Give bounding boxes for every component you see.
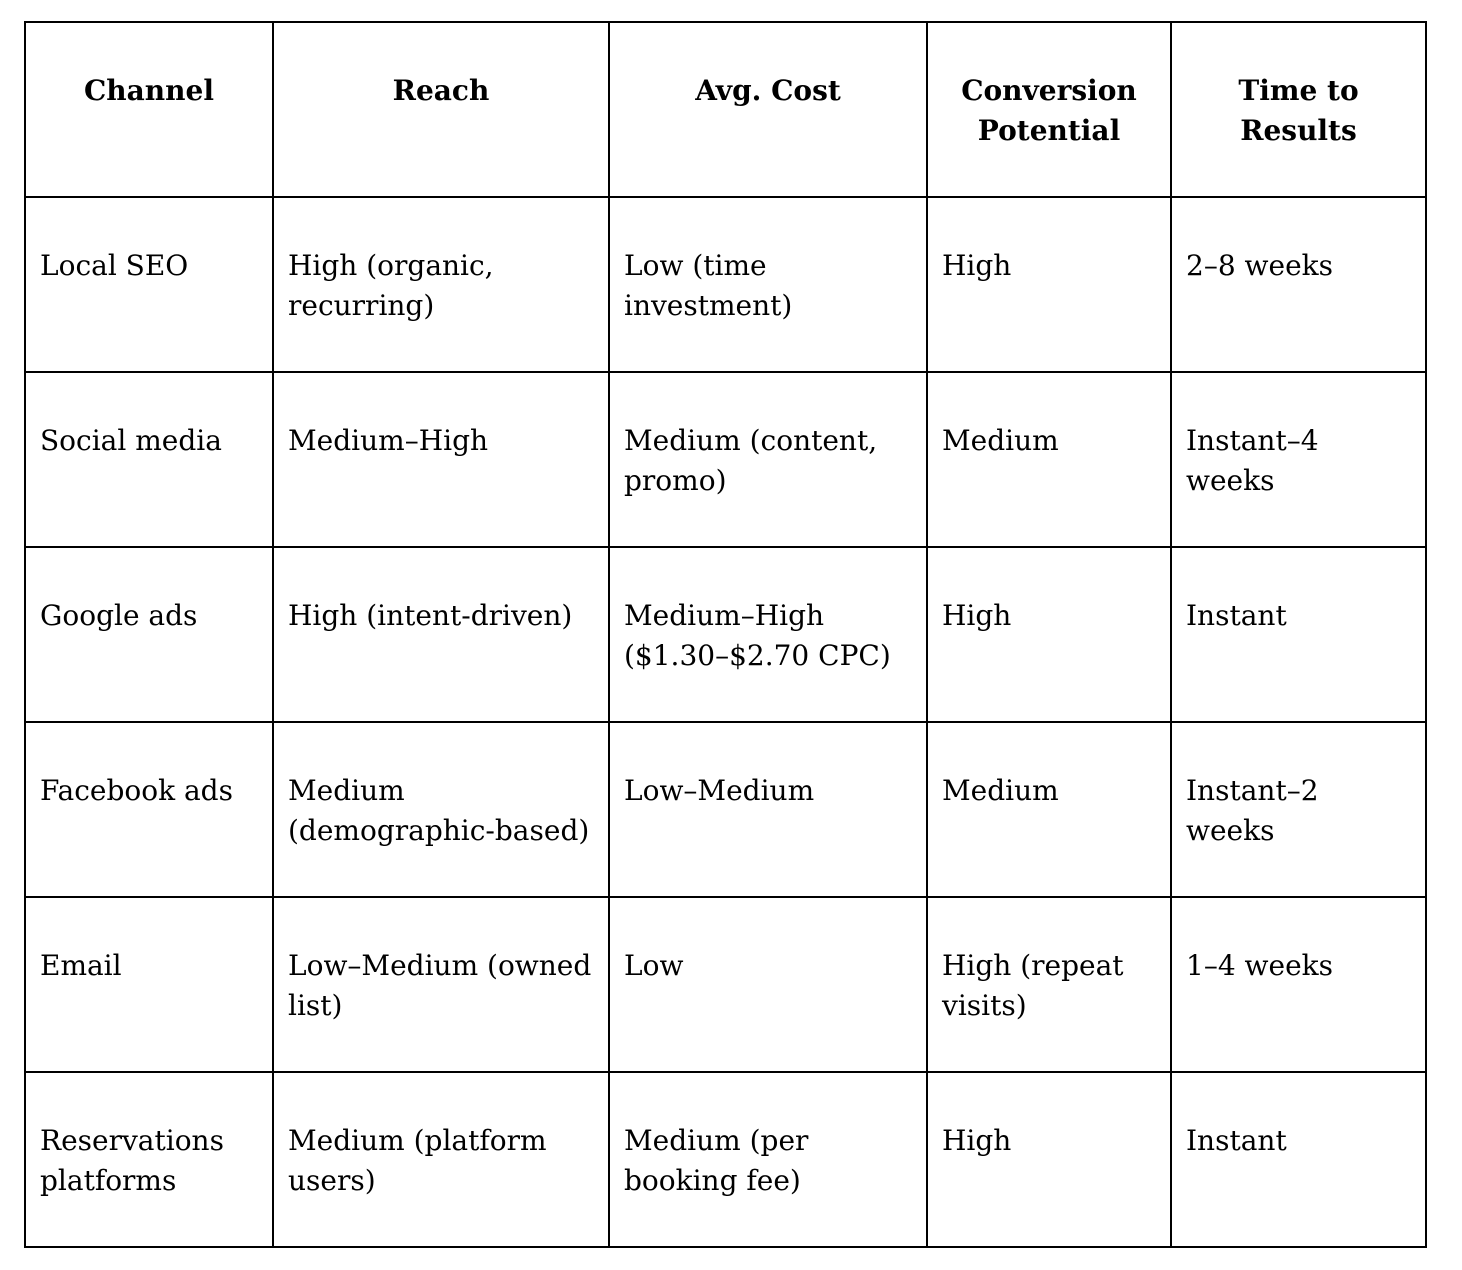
cell-time-to-results: Instant–2 weeks bbox=[1171, 722, 1426, 897]
cell-conversion-potential: High bbox=[927, 1072, 1171, 1247]
table-row bbox=[25, 722, 1426, 897]
cell-conversion-potential: Medium bbox=[927, 372, 1171, 547]
cell-channel: Facebook ads bbox=[25, 722, 273, 897]
cell-channel: Social media bbox=[25, 372, 273, 547]
cell-conversion-potential: Medium bbox=[927, 722, 1171, 897]
cell-avg-cost: Low bbox=[609, 897, 927, 1072]
cell-reach: Medium–High bbox=[273, 372, 609, 547]
header-reach: Reach bbox=[273, 22, 609, 197]
marketing-channels-table bbox=[24, 21, 1427, 1248]
cell-time-to-results: 2–8 weeks bbox=[1171, 197, 1426, 372]
cell-channel: Google ads bbox=[25, 547, 273, 722]
cell-channel: Reservations platforms bbox=[25, 1072, 273, 1247]
cell-reach: Medium (demographic-based) bbox=[273, 722, 609, 897]
table-row bbox=[25, 897, 1426, 1072]
cell-conversion-potential: High bbox=[927, 197, 1171, 372]
table-row bbox=[25, 547, 1426, 722]
header-channel: Channel bbox=[25, 22, 273, 197]
table-row bbox=[25, 1072, 1426, 1247]
header-avg-cost: Avg. Cost bbox=[609, 22, 927, 197]
header-conversion-potential: Conversion Potential bbox=[927, 22, 1171, 197]
cell-time-to-results: Instant bbox=[1171, 547, 1426, 722]
header-time-to-results: Time to Results bbox=[1171, 22, 1426, 197]
cell-reach: Low–Medium (owned list) bbox=[273, 897, 609, 1072]
cell-avg-cost: Medium–High ($1.30–$2.70 CPC) bbox=[609, 547, 927, 722]
cell-time-to-results: Instant–4 weeks bbox=[1171, 372, 1426, 547]
cell-reach: Medium (platform users) bbox=[273, 1072, 609, 1247]
cell-avg-cost: Medium (content, promo) bbox=[609, 372, 927, 547]
cell-reach: High (intent-driven) bbox=[273, 547, 609, 722]
cell-time-to-results: 1–4 weeks bbox=[1171, 897, 1426, 1072]
cell-conversion-potential: High bbox=[927, 547, 1171, 722]
cell-reach: High (organic, recurring) bbox=[273, 197, 609, 372]
cell-avg-cost: Medium (per booking fee) bbox=[609, 1072, 927, 1247]
cell-conversion-potential: High (repeat visits) bbox=[927, 897, 1171, 1072]
cell-time-to-results: Instant bbox=[1171, 1072, 1426, 1247]
table-header-row bbox=[25, 22, 1426, 197]
table-row bbox=[25, 197, 1426, 372]
table-row bbox=[25, 372, 1426, 547]
comparison-table-container bbox=[24, 21, 1427, 1248]
cell-channel: Local SEO bbox=[25, 197, 273, 372]
cell-channel: Email bbox=[25, 897, 273, 1072]
cell-avg-cost: Low (time investment) bbox=[609, 197, 927, 372]
cell-avg-cost: Low–Medium bbox=[609, 722, 927, 897]
